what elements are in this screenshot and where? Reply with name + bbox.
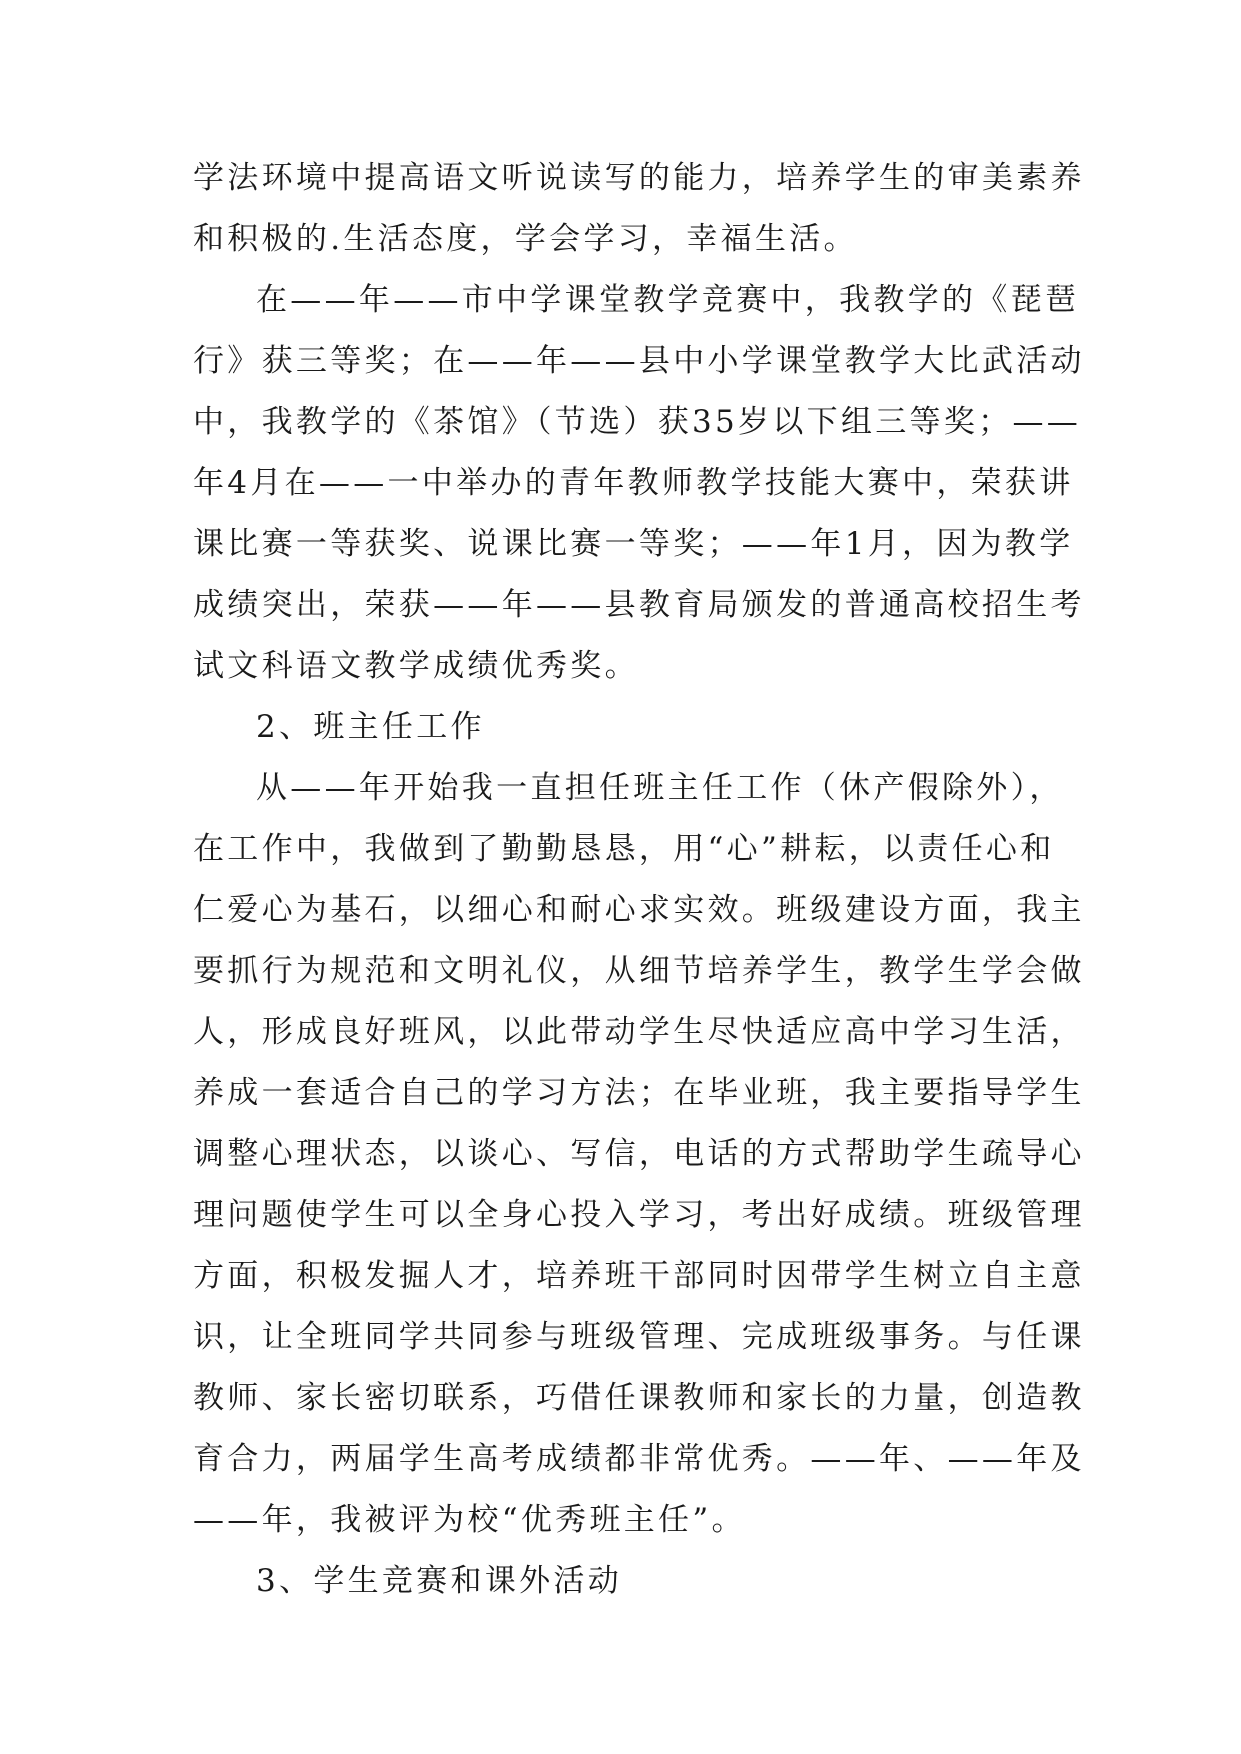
text-line-17: 调整心理状态，以谈心、写信，电话的方式帮助学生疏导心 <box>193 1136 1085 1172</box>
text-line-20: 识，让全班同学共同参与班级管理、完成班级事务。与任课 <box>193 1319 1085 1355</box>
text-line-12: 在工作中，我做到了勤勤恳恳，用“心”耕耘，以责任心和 <box>193 831 1055 867</box>
text-line-22: 育合力，两届学生高考成绩都非常优秀。——年、——年及 <box>193 1441 1085 1477</box>
text-line-18: 理问题使学生可以全身心投入学习，考出好成绩。班级管理 <box>193 1197 1085 1233</box>
text-line-14: 要抓行为规范和文明礼仪，从细节培养学生，教学生学会做 <box>193 953 1085 989</box>
text-line-1: 学法环境中提高语文听说读写的能力，培养学生的审美素养 <box>193 160 1085 196</box>
text-line-9: 试文科语文教学成绩优秀奖。 <box>193 648 639 684</box>
text-line-6: 年4月在——一中举办的青年教师教学技能大赛中，荣获讲 <box>193 465 1074 501</box>
section-heading-2: 2、班主任工作 <box>256 709 485 745</box>
text-line-8: 成绩突出，荣获——年——县教育局颁发的普通高校招生考 <box>193 587 1085 623</box>
text-line-15: 人，形成良好班风，以此带动学生尽快适应高中学习生活， <box>193 1014 1085 1050</box>
text-line-4: 行》获三等奖；在——年——县中小学课堂教学大比武活动 <box>193 343 1085 379</box>
section-heading-3: 3、学生竞赛和课外活动 <box>256 1563 623 1599</box>
text-line-5: 中，我教学的《茶馆》（节选）获35岁以下组三等奖；—— <box>193 404 1082 440</box>
text-line-19: 方面，积极发掘人才，培养班干部同时因带学生树立自主意 <box>193 1258 1085 1294</box>
text-line-11: 从——年开始我一直担任班主任工作（休产假除外）， <box>256 770 1064 806</box>
text-line-2: 和积极的.生活态度，学会学习，幸福生活。 <box>193 221 858 257</box>
text-line-7: 课比赛一等获奖、说课比赛一等奖；——年1月，因为教学 <box>193 526 1074 562</box>
text-line-23: ——年，我被评为校“优秀班主任”。 <box>193 1502 746 1538</box>
text-line-16: 养成一套适合自己的学习方法；在毕业班，我主要指导学生 <box>193 1075 1085 1111</box>
text-line-21: 教师、家长密切联系，巧借任课教师和家长的力量，创造教 <box>193 1380 1085 1416</box>
text-line-3: 在——年——市中学课堂教学竞赛中，我教学的《琵琶 <box>256 282 1080 318</box>
text-line-13: 仁爱心为基石，以细心和耐心求实效。班级建设方面，我主 <box>193 892 1085 928</box>
